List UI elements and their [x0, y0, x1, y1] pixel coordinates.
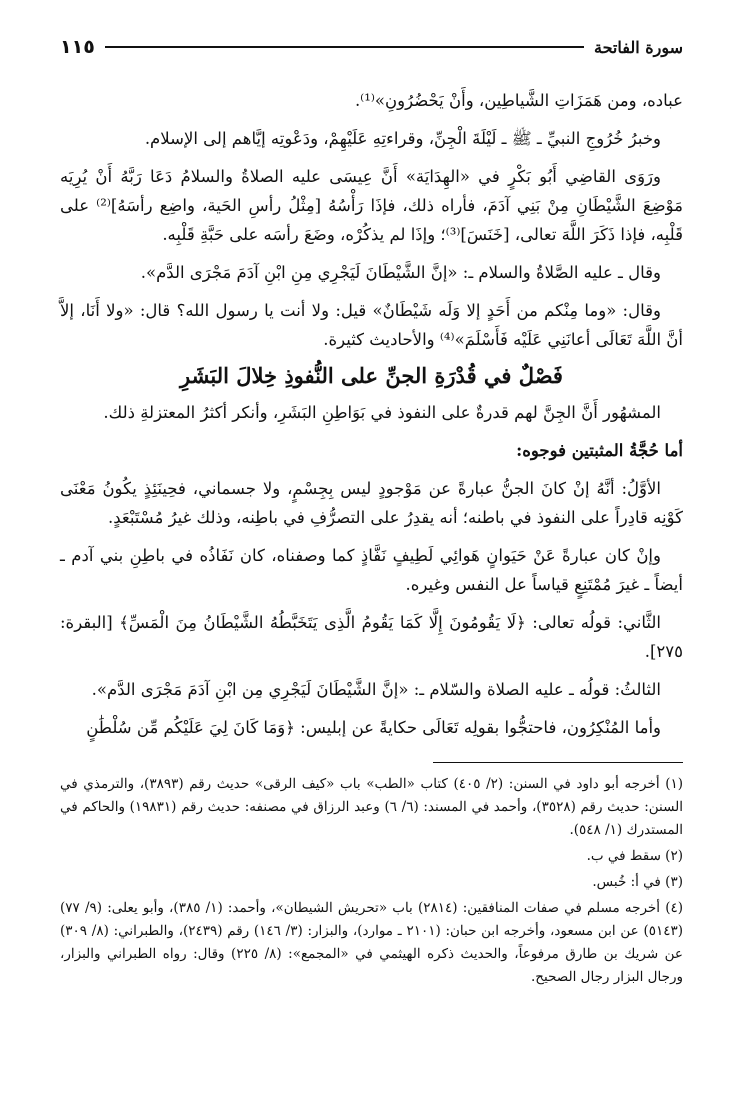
footnotes — [60, 773, 683, 989]
subheading: أما حُجَّةُ المثبتين فوجوه: — [516, 441, 683, 460]
paragraph: وقال: «وما مِنْكم من أَحَدٍ إلا وَلَه شَيْطَانٌ» قيل: ولا أنت يا رسول الله؟ قال: «ولا أَنَا، إلاَّ أنَّ اللَّهَ تَعَالَى أعانَنِي عَلَيْه فَأَسْلَمَ»⁽⁴⁾ والأحاديث كثيرة. — [60, 301, 683, 349]
page-body — [60, 86, 683, 742]
footnote: (٢) سقط في ب. — [586, 848, 683, 864]
running-header — [60, 30, 683, 64]
paragraph: المشهُور أَنَّ الجِنَّ لهم قدرةٌ على النفوذ في بَوَاطِنِ البَشَرِ، وأنكر أكثرُ المعتزلةِ ذلك. — [103, 403, 661, 422]
header-rule — [105, 46, 584, 48]
footnote: (٣) في أ: خُبس. — [592, 874, 683, 890]
paragraph: الثَّاني: قولُه تعالى: ﴿لَا يَقُومُونَ إِلَّا كَمَا يَقُومُ الَّذِى يَتَخَبَّطُهُ الشَّيْطَانُ مِنَ الْمَسِّ﴾ [البقرة: ٢٧٥]. — [60, 613, 683, 661]
chapter-title: سورة الفاتحة — [594, 37, 683, 57]
paragraph: عباده، ومن هَمَزَاتِ الشَّياطِين، وأَنْ يَحْضُرُونِ»⁽¹⁾. — [354, 91, 683, 110]
paragraph: الأوَّلُ: أنَّهُ إنْ كانَ الجنُّ عبارةً عن مَوْجودٍ ليس بِجِسْمٍ، ولا جسماني، فحِينَئِذٍ يكُونُ مَعْنَى كَوْنِه قادِراً على النفوذ في باطنه؛ أنه يقدِرُ على التصرُّفِ في باطِنه، وذلك غيرُ مُسْتَبْعَدٍ. — [60, 479, 683, 527]
section-heading: فَصْلٌ في قُدْرَةِ الجنِّ على النُّفوذِ خِلالَ البَشَرِ — [180, 363, 563, 388]
paragraph: وقال ـ عليه الصَّلاةُ والسلام ـ: «إنَّ الشَّيْطَانَ لَيَجْرِي مِنِ ابْنِ آدَمَ مَجْرَى الدَّم». — [140, 263, 661, 282]
footnote: (٤) أخرجه مسلم في صفات المنافقين: (٢٨١٤) باب «تحريش الشيطان»، وأحمد: (١/ ٣٨٥)، وأبو يعلى: (٩/ ٧٧) (٥١٤٣) عن ابن مسعود، وأخرجه ابن حبان: (٢١٠١ ـ موارد)، والبزار: (٣/ ١٤٦) رقم (٢٤٣٩)، والطبراني: (٨/ ٣٠٩) عن شريك بن طارق مرفوعاً، والحديث ذكره الهيثمي في «المجمع»: (٨/ ٢٢٥) وقال: رواه الطبراني والبزار، ورجال البزار رجال الصحيح. — [60, 900, 684, 985]
footnote: (١) أخرجه أبو داود في السنن: (٢/ ٤٠٥) كتاب «الطب» باب «كيف الرقى» حديث رقم (٣٨٩٣)، والترمذي في السنن: حديث رقم (٣٥٢٨)، وأحمد في المسند: (٦/ ٦) وعبد الرزاق في مصنفه: حديث رقم (١٩٨٣١) والحاكم في المستدرك (١/ ٥٤٨). — [60, 776, 684, 838]
paragraph: وخبرُ خُرُوجِ النبيِّ ـ ﷺ ـ لَيْلَةَ الْجِنِّ، وقراءتِهِ عَلَيْهِمْ، ودَعْوتِه إيَّاهم إلى الإسلام. — [144, 129, 661, 148]
footnote-divider — [433, 762, 683, 763]
paragraph: الثالثُ: قولُه ـ عليه الصلاة والسّلام ـ: «إنَّ الشَّيْطَانَ لَيَجْرِي مِن ابْنِ آدَمَ مَجْرَى الدَّم». — [91, 680, 661, 699]
paragraph: وأما المُنْكِرُون، فاحتجُّوا بقولِه تَعَالَى حكايةً عن إبليس: ﴿وَمَا كَانَ لِيَ عَلَيْكُم مِّن سُلْطَٰنٍ — [86, 718, 661, 737]
paragraph: وإنْ كان عبارةً عَنْ حَيَوانٍ هَوائِي لَطِيفٍ نَفَّاذٍ كما وصفناه، كان نَفَاذُه في باطِنِ بني آدم ـ أيضاً ـ غيرَ مُمْتَنِعٍ قياساً عل النفس وغيره. — [60, 546, 683, 594]
paragraph: ورَوَى القاضِي أَبُو بَكْرٍ في «الهِدَايَة» أَنَّ عِيسَى عليه الصلاةُ والسلامُ دَعَا رَبَّهُ أَنْ يُرِيَه مَوْضِعَ الشَّيْطَانِ مِنْ بَنِي آدَمَ، فأراه ذلك، فإذَا رَأْسُهُ [مِثْلُ رأسِ الحَية، واضِع رأسَهُ]⁽²⁾ على قَلْبِه، فإذا ذَكَرَ اللَّهَ تعالى، [خَنَسَ]⁽³⁾؛ وإذَا لم يذكُرْه، وضَعَ رأسَه على حَبَّةِ قَلْبِه. — [60, 167, 683, 244]
page-number: ١١٥ — [60, 36, 95, 58]
